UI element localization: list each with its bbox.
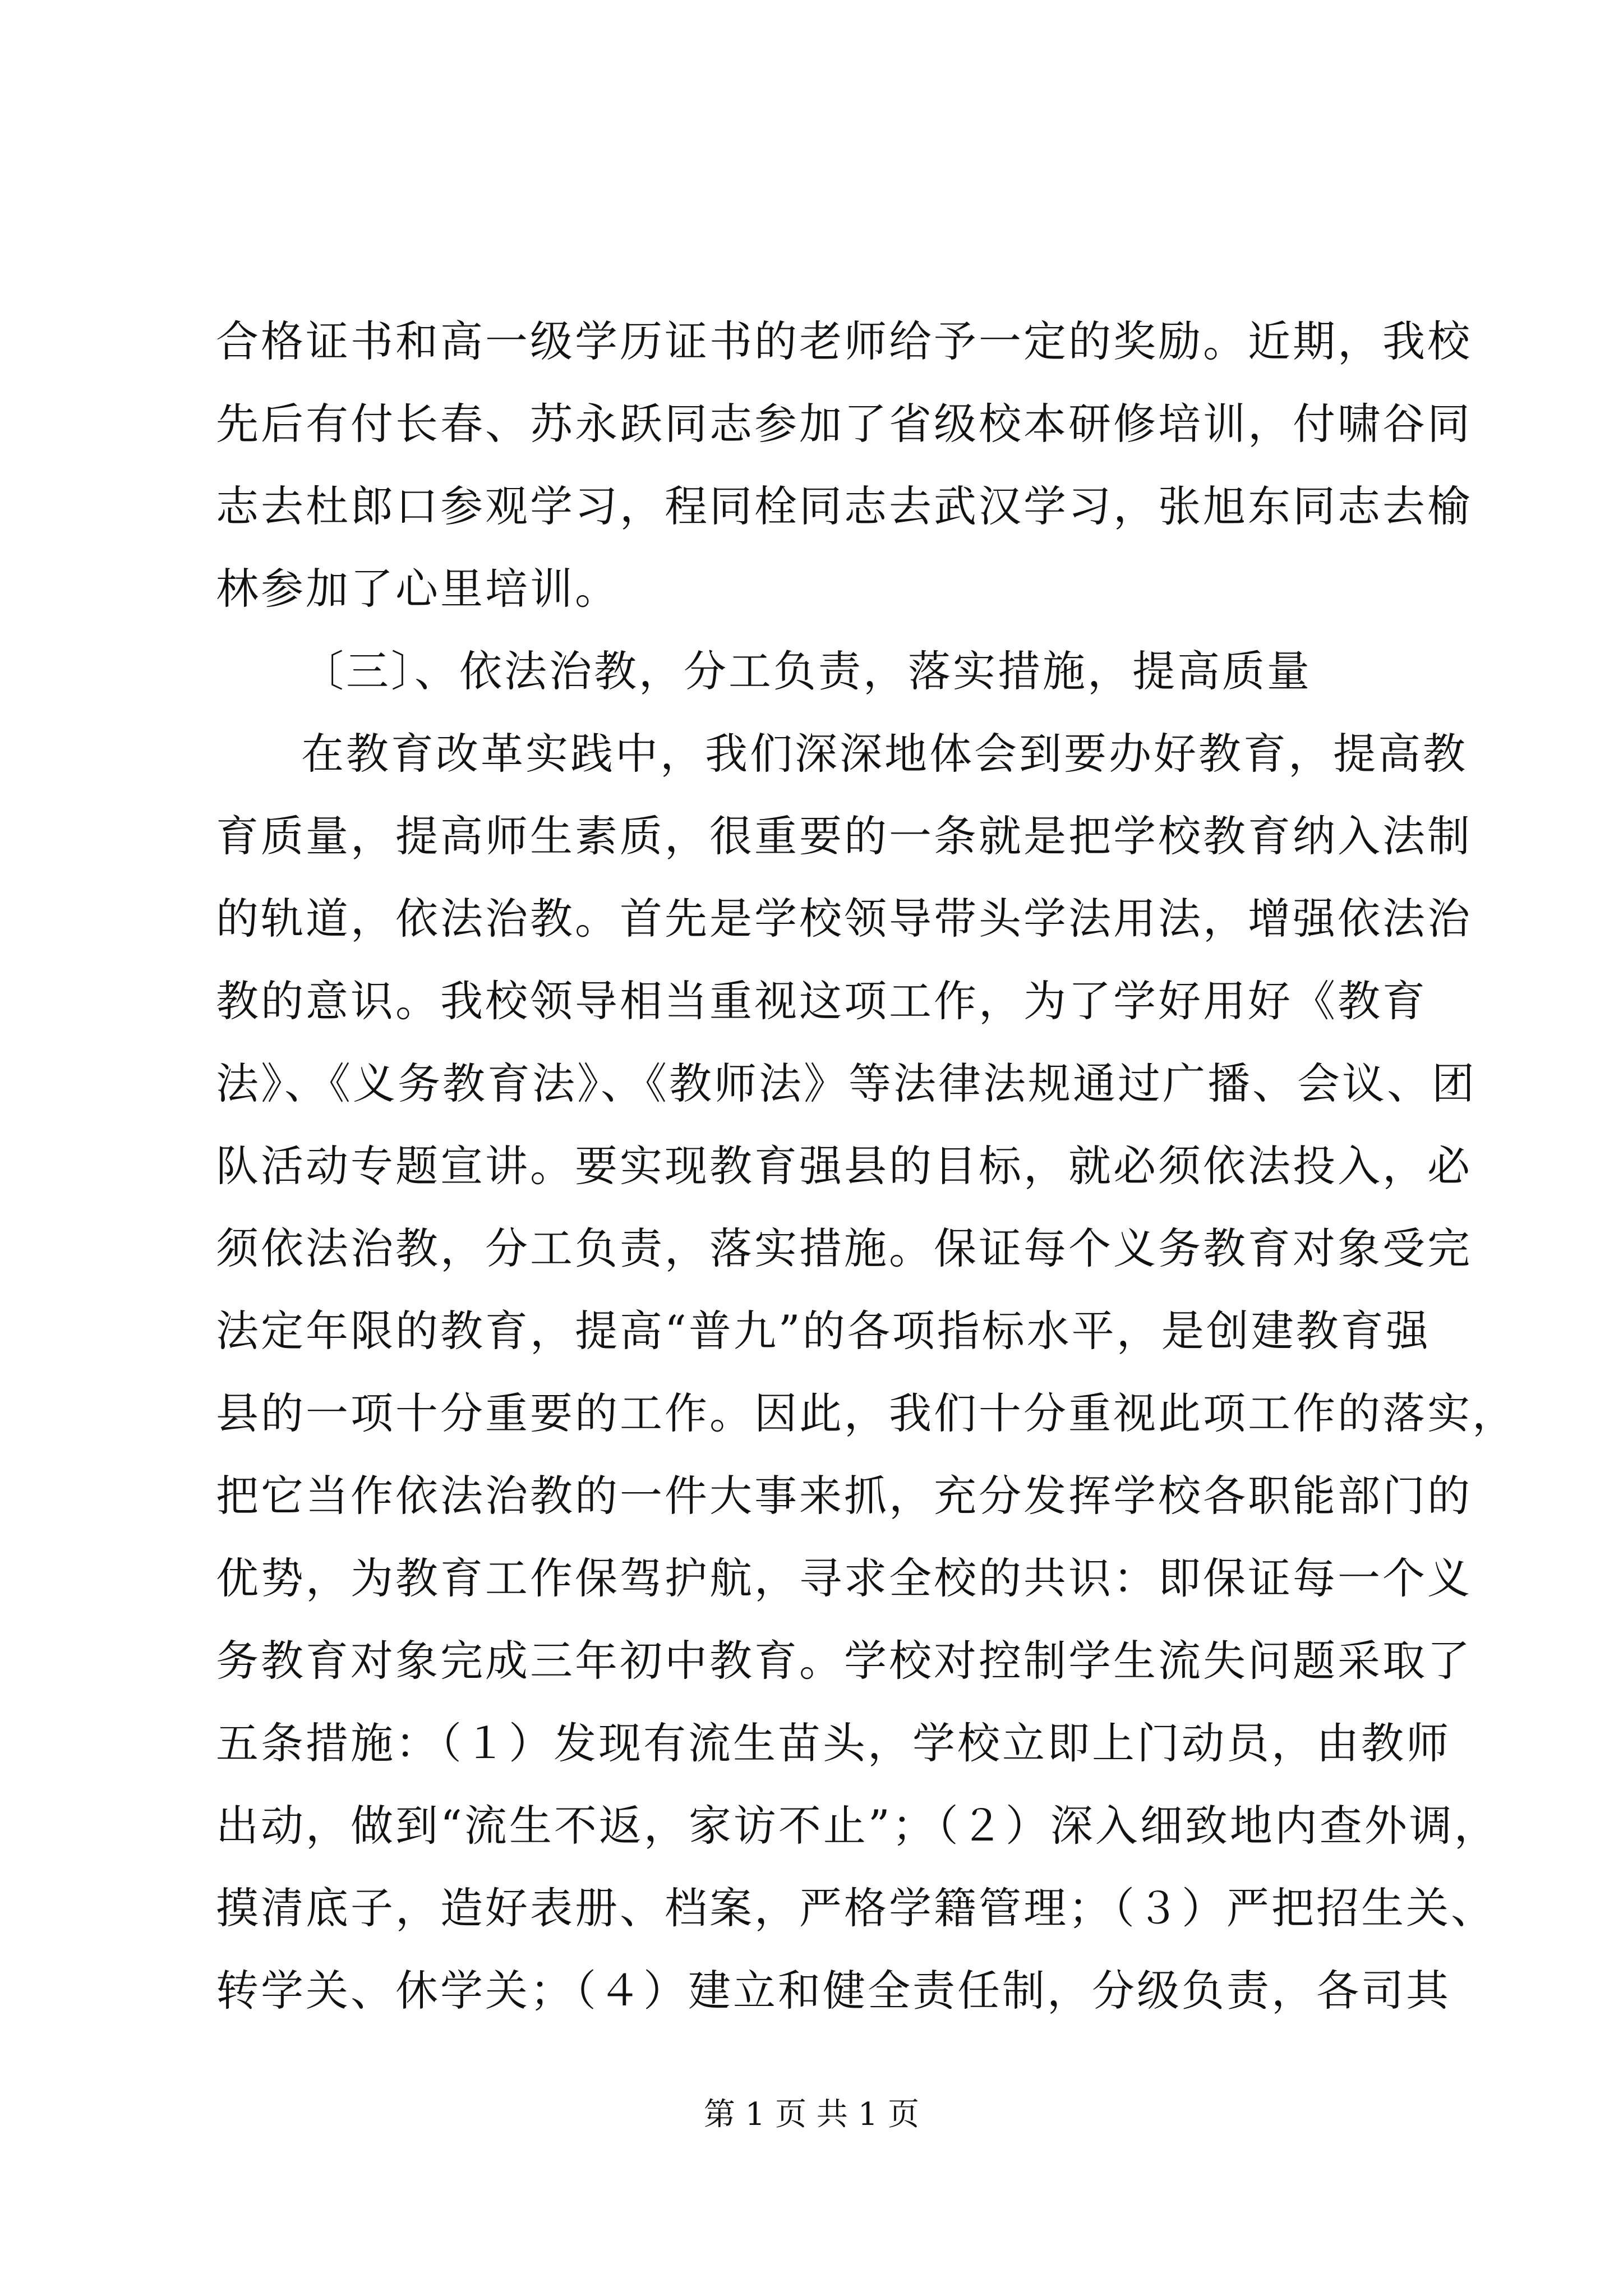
text-line: 须依法治教，分工负责，落实措施。保证每个义务教育对象受完 [216, 1223, 1472, 1273]
text-line: 法》、《义务教育法》、《教师法》等法律法规通过广播、会议、团 [216, 1059, 1477, 1108]
text-line: 摸清底子，造好表册、档案，严格学籍管理；（３）严把招生关、 [216, 1883, 1496, 1933]
text-line: 队活动专题宣讲。要实现教育强县的目标，就必须依法投入，必 [216, 1141, 1472, 1191]
text-line: 志去杜郎口参观学习，程同栓同志去武汉学习，张旭东同志去榆 [216, 481, 1472, 531]
text-line: 五条措施：（１）发现有流生苗头，学校立即上门动员，由教师 [216, 1718, 1451, 1768]
text-line: 法定年限的教育，提高“普九”的各项指标水平，是创建教育强 [216, 1306, 1431, 1356]
text-line: 务教育对象完成三年初中教育。学校对控制学生流失问题采取了 [216, 1636, 1472, 1686]
text-line: 把它当作依法治教的一件大事来抓，充分发挥学校各职能部门的 [216, 1471, 1472, 1521]
page-footer: 第 1 页 共 1 页 [703, 2096, 920, 2133]
text-line: 转学关、休学关；（４）建立和健全责任制，分级负责，各司其 [216, 1966, 1451, 2016]
text-line: 教的意识。我校领导相当重视这项工作，为了学好用好《教育 [216, 976, 1427, 1026]
text-line: 在教育改革实践中，我们深深地体会到要办好教育，提高教 [301, 729, 1468, 779]
text-line: 林参加了心里培训。 [216, 564, 620, 614]
text-line: 先后有付长春、苏永跃同志参加了省级校本研修培训，付啸谷同 [216, 399, 1472, 449]
text-line: 合格证书和高一级学历证书的老师给予一定的奖励。近期，我校 [216, 316, 1472, 366]
document-body [216, 300, 1517, 2032]
text-line: 的轨道，依法治教。首先是学校领导带头学法用法，增强依法治 [216, 894, 1472, 944]
text-line: 优势，为教育工作保驾护航，寻求全校的共识：即保证每一个义 [216, 1553, 1472, 1603]
text-line: 县的一项十分重要的工作。因此，我们十分重视此项工作的落实， [216, 1388, 1517, 1438]
text-line: 育质量，提高师生素质，很重要的一条就是把学校教育纳入法制 [216, 811, 1472, 861]
text-line: 〔三〕、依法治教，分工负责，落实措施，提高质量 [301, 646, 1312, 696]
text-line: 出动，做到“流生不返，家访不止”；（２）深入细致地内查外调， [216, 1801, 1499, 1851]
